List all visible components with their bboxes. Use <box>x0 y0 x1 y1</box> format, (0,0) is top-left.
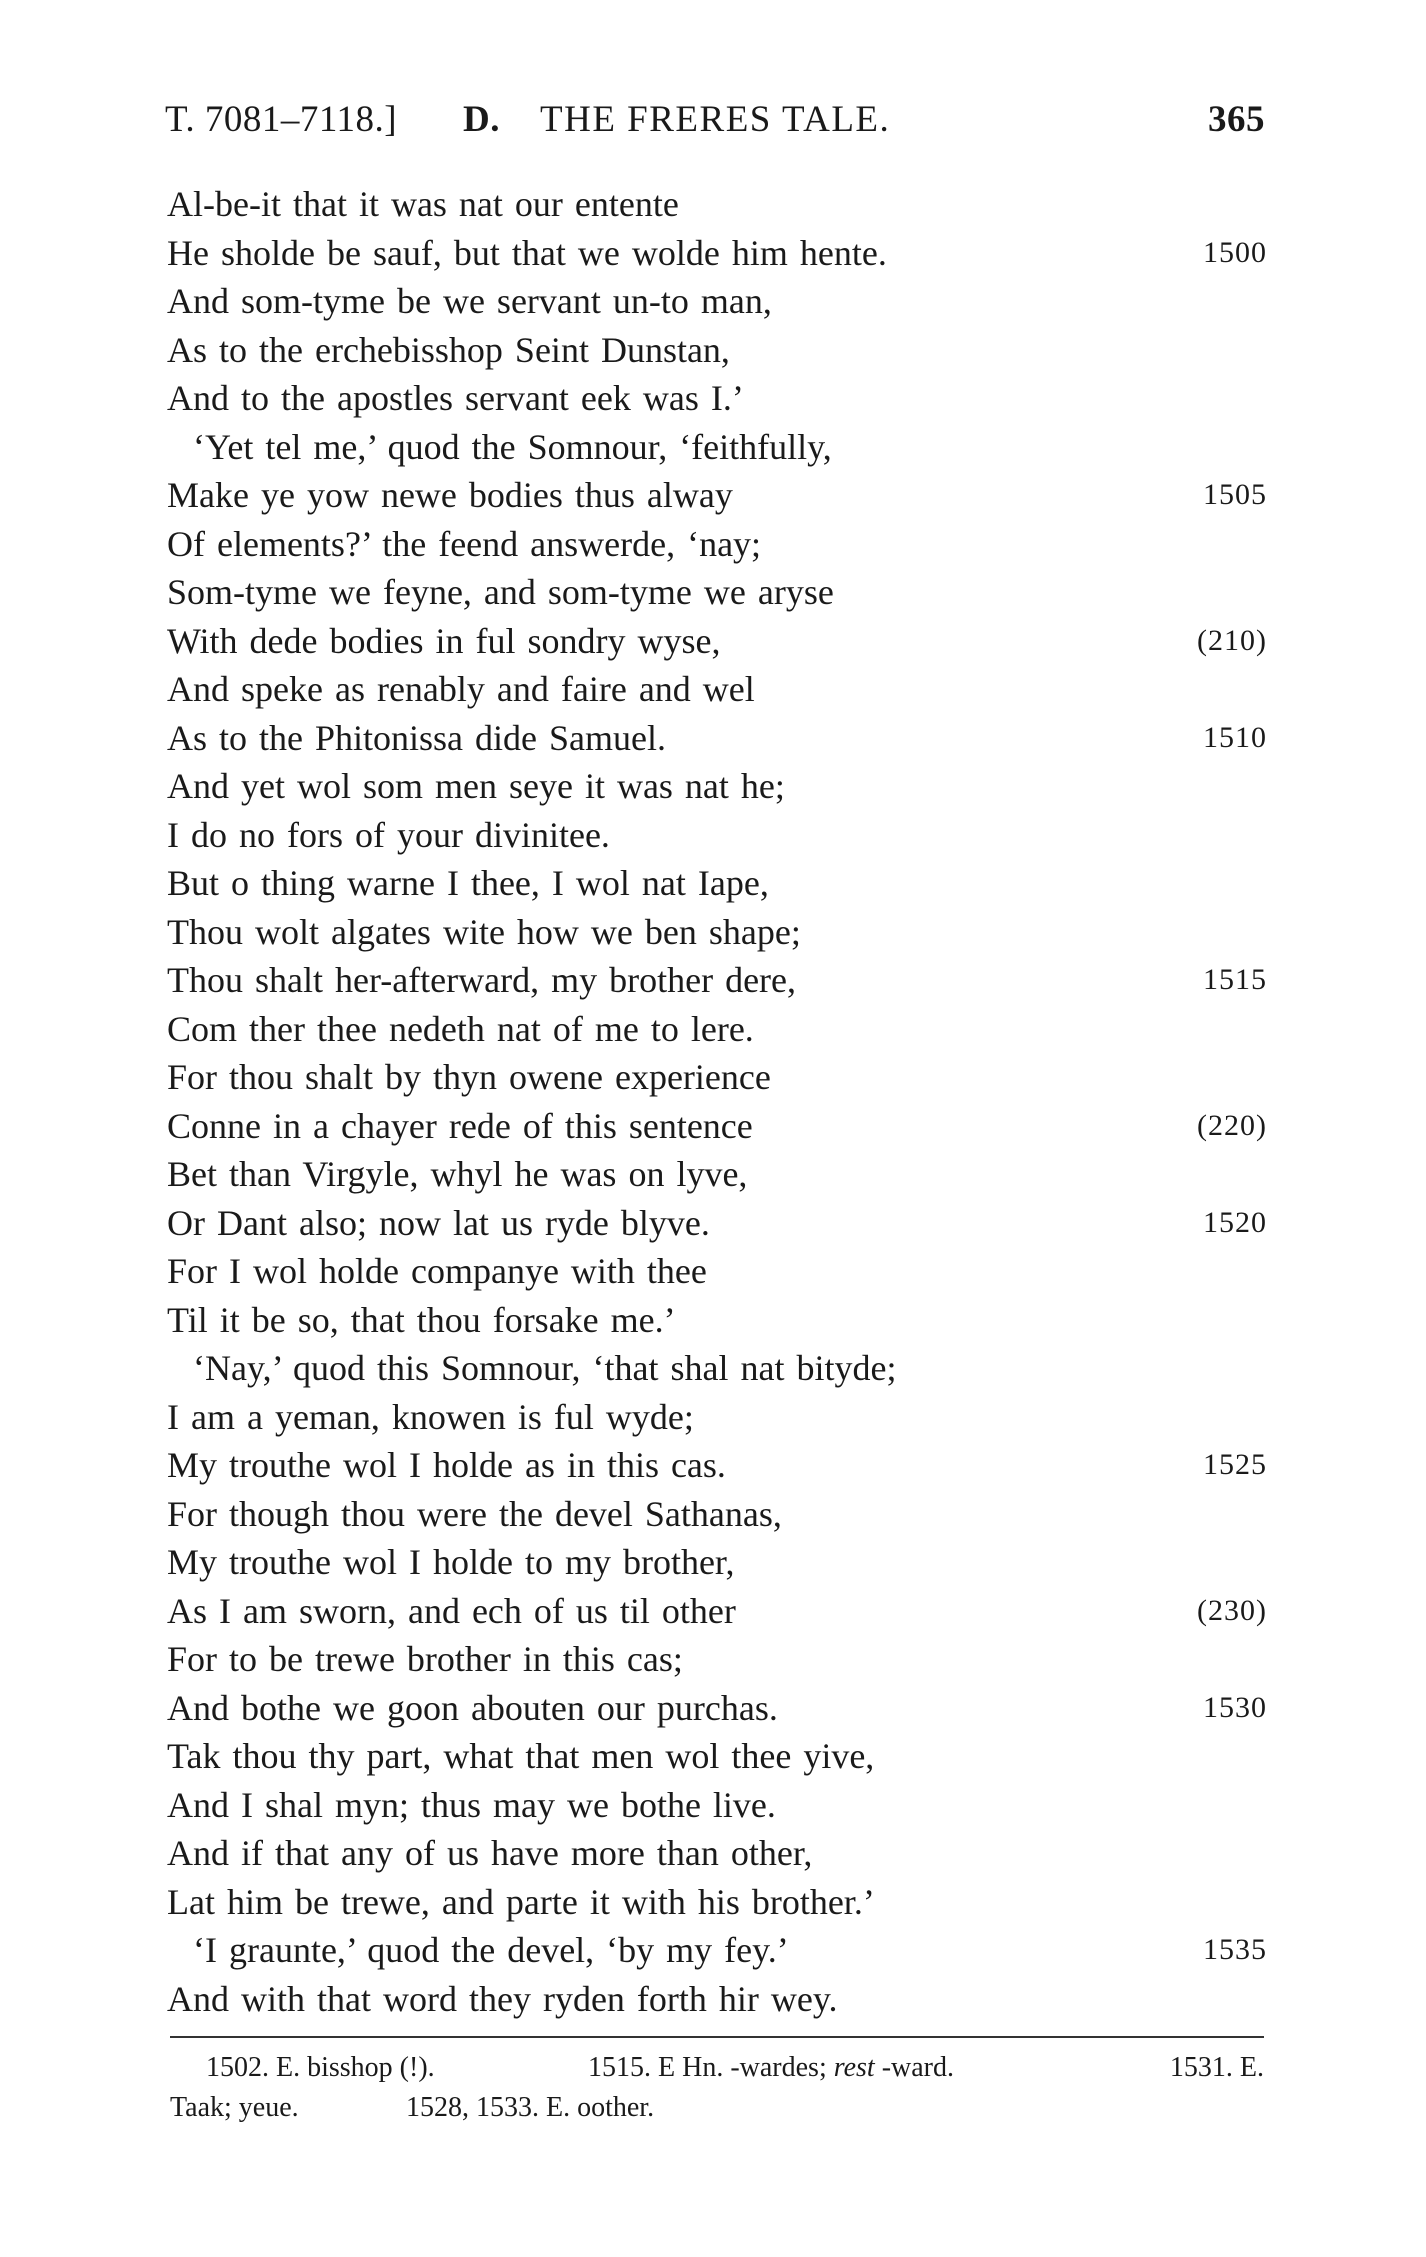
verse-line-text: ‘Yet tel me,’ quod the Somnour, ‘feithfully, <box>193 426 832 467</box>
verse-line-text: Tak thou thy part, what that men wol thee yive, <box>167 1736 875 1776</box>
verse-line <box>167 1587 1267 1636</box>
verse-line-text: He sholde be sauf, but that we wolde him hente. <box>167 232 887 273</box>
verse-line-text: ‘I graunte,’ quod the devel, ‘by my fey.’ <box>193 1930 789 1970</box>
line-number: (210) <box>1197 623 1267 657</box>
verse-line <box>167 1005 1267 1054</box>
line-number: (220) <box>1197 1108 1267 1142</box>
verse-line-text: As to the erchebisshop Seint Dunstan, <box>167 329 730 370</box>
verse-line <box>167 859 1267 908</box>
footnote-italic-rest: rest <box>833 2052 875 2083</box>
line-number: 1535 <box>1203 1933 1267 1966</box>
verse-line-text: And I shal myn; thus may we bothe live. <box>167 1784 776 1825</box>
verse-line <box>167 908 1267 957</box>
verse-line-text: Make ye yow newe bodies thus alway <box>167 475 733 515</box>
footnote-rule <box>170 2036 1264 2038</box>
verse-line-text: And som-tyme be we servant un-to man, <box>167 281 772 321</box>
line-number: 1510 <box>1203 720 1267 754</box>
verse-line <box>167 1296 1267 1345</box>
verse-line <box>167 1053 1267 1102</box>
verse-line-text: Of elements?’ the feend answerde, ‘nay; <box>167 523 762 564</box>
verse-line-text: And if that any of us have more than other, <box>167 1833 813 1873</box>
verse-line <box>167 1926 1267 1975</box>
verse-line-text: Com ther thee nedeth nat of me to lere. <box>167 1008 754 1049</box>
verse-line <box>167 1684 1267 1733</box>
verse-line <box>167 423 1267 472</box>
footnote-1531-end: Taak; yeue. <box>170 2092 299 2123</box>
line-number: 1505 <box>1203 478 1267 511</box>
verse-line <box>167 617 1267 666</box>
verse-line-text: My trouthe wol I holde to my brother, <box>167 1542 735 1582</box>
verse-line <box>167 762 1267 811</box>
verse-line <box>167 1490 1267 1539</box>
verse-line-text: For to be trewe brother in this cas; <box>167 1639 683 1679</box>
tale-title: THE FRERES TALE. <box>540 99 891 140</box>
verse-line <box>167 1393 1267 1442</box>
verse-line <box>167 471 1267 520</box>
footnote-1502: 1502. E. bisshop (!). <box>206 2052 435 2083</box>
verse-line-text: Som-tyme we feyne, and som-tyme we aryse <box>167 572 834 612</box>
verse-line-text: Lat him be trewe, and parte it with his brother.’ <box>167 1881 875 1922</box>
verse-line-text: Thou shalt her-afterward, my brother dere, <box>167 960 797 1000</box>
footnotes <box>170 2048 1264 2128</box>
verse-line <box>167 956 1267 1005</box>
verse-line-text: Til it be so, that thou forsake me.’ <box>167 1299 676 1340</box>
verse-line-text: And speke as renably and faire and wel <box>167 669 755 709</box>
verse-line-text: As I am sworn, and ech of us til other <box>167 1590 736 1631</box>
verse-line <box>167 1975 1267 2024</box>
verse-line <box>167 665 1267 714</box>
verse-line <box>167 1150 1267 1199</box>
verse-line <box>167 520 1267 569</box>
verse-line <box>167 229 1267 278</box>
line-number: (230) <box>1197 1593 1267 1627</box>
verse-line-text: Conne in a chayer rede of this sentence <box>167 1105 753 1146</box>
line-number: 1530 <box>1203 1690 1267 1724</box>
footnote-line <box>170 2088 1264 2128</box>
verse-line-text: And to the apostles servant eek was I.’ <box>167 378 744 418</box>
line-number: 1520 <box>1203 1205 1267 1239</box>
verse-line-text: Or Dant also; now lat us ryde blyve. <box>167 1202 710 1243</box>
verse-line-text: My trouthe wol I holde as in this cas. <box>167 1445 726 1485</box>
verse-line-text: Bet than Virgyle, whyl he was on lyve, <box>167 1154 748 1194</box>
verse-line-text: For though thou were the devel Sathanas, <box>167 1493 782 1534</box>
verse-line <box>167 1538 1267 1587</box>
verse-line-text: And with that word they ryden forth hir wey. <box>167 1978 838 2019</box>
verse-line <box>167 1441 1267 1490</box>
verse-text <box>167 180 1267 2023</box>
verse-line <box>167 1247 1267 1296</box>
verse-line-text: And yet wol som men seye it was nat he; <box>167 766 785 806</box>
verse-line <box>167 1102 1267 1151</box>
verse-line <box>167 1344 1267 1393</box>
verse-line <box>167 374 1267 423</box>
verse-line <box>167 277 1267 326</box>
verse-line <box>167 568 1267 617</box>
running-head <box>165 98 1265 148</box>
footnote-line <box>170 2048 1264 2088</box>
verse-line <box>167 1781 1267 1830</box>
line-number: 1500 <box>1203 235 1267 269</box>
line-range-reference: T. 7081–7118.] <box>165 99 398 140</box>
footnote-1531-start: 1531. E. <box>1169 2052 1264 2083</box>
verse-line <box>167 1635 1267 1684</box>
verse-line <box>167 1732 1267 1781</box>
line-number: 1525 <box>1203 1448 1267 1481</box>
verse-line <box>167 714 1267 763</box>
footnote-1515: 1515. E Hn. -wardes; rest -ward. <box>588 2052 954 2083</box>
verse-line-text: For thou shalt by thyn owene experience <box>167 1057 771 1097</box>
verse-line-text: Thou wolt algates wite how we ben shape; <box>167 911 801 952</box>
verse-line-text: With dede bodies in ful sondry wyse, <box>167 620 721 661</box>
line-number: 1515 <box>1203 963 1267 996</box>
verse-line <box>167 326 1267 375</box>
verse-line-text: And bothe we goon abouten our purchas. <box>167 1687 778 1728</box>
verse-line-text: Al-be-it that it was nat our entente <box>167 184 679 224</box>
verse-line <box>167 1878 1267 1927</box>
verse-line <box>167 180 1267 229</box>
verse-line-text: As to the Phitonissa dide Samuel. <box>167 717 666 758</box>
verse-line-text: For I wol holde companye with thee <box>167 1251 707 1291</box>
page-number: 365 <box>1208 99 1265 140</box>
verse-line <box>167 1829 1267 1878</box>
verse-line-text: ‘Nay,’ quod this Somnour, ‘that shal nat bityde; <box>193 1348 897 1388</box>
verse-line <box>167 1199 1267 1248</box>
verse-line <box>167 811 1267 860</box>
footnote-1528-1533: 1528, 1533. E. oother. <box>406 2092 655 2123</box>
verse-line-text: But o thing warne I thee, I wol nat Iape, <box>167 863 769 903</box>
section-letter: D. <box>463 99 500 140</box>
verse-line-text: I do no fors of your divinitee. <box>167 814 610 855</box>
verse-line-text: I am a yeman, knowen is ful wyde; <box>167 1396 694 1437</box>
